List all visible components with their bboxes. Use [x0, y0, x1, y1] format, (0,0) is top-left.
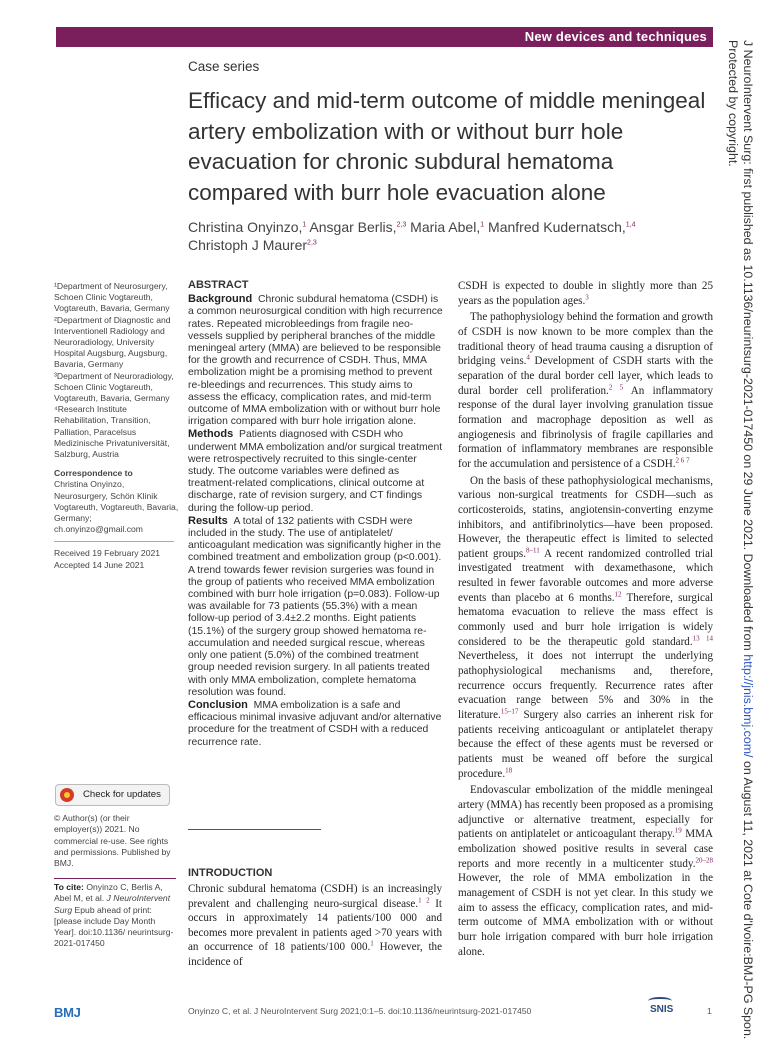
side-note-text	[726, 40, 755, 1039]
article-title: Efficacy and mid-term outcome of middle meningeal artery embolization with or without burr hole evacuation for chronic subdural hematoma compared with burr hole evacuation alone	[188, 86, 713, 208]
crossmark-icon	[60, 788, 74, 802]
bmj-logo: BMJ	[54, 1005, 81, 1020]
abstract-methods	[188, 428, 445, 514]
side-note	[735, 40, 768, 980]
body-text: Endovascular embolization of the middle meningeal artery (MMA) has recently been proposed as a promising adjunctive or alternative treatment, especially for patients on antiplatelet or anticoagulant therapy.	[458, 784, 713, 840]
citation-ref[interactable]: 2 6 7	[676, 456, 690, 464]
abstract-heading: ABSTRACT	[188, 279, 445, 291]
correspondence-heading: Correspondence to	[54, 468, 179, 479]
results-label: Results	[188, 515, 228, 527]
cite-details: Epub ahead of print: [please include Day Month Year]. doi:10.1136/ neurintsurg-2021-017450	[54, 905, 173, 949]
side-note-part: Protected by copyright.	[727, 40, 741, 167]
author-name: Manfred Kudernatsch,	[484, 219, 626, 235]
citation-ref[interactable]: 2 5	[609, 383, 623, 391]
citation-ref[interactable]: 13 14	[693, 634, 713, 642]
body-paragraph	[458, 474, 713, 782]
citation-ref[interactable]: 12	[615, 590, 622, 598]
body-text: An inflammatory response of the dural layer involving granulation tissue formation and macrophage deposition as well as angiogenesis and fibrinolysis of fragile capillaries and formation of inflammatory membranes are responsible for the accumulation and persistence of a CSDH.	[458, 385, 713, 470]
conclusion-text: MMA embolization is a safe and efficacious minimal invasive adjuvant and/or alternative procedure for the treatment of CSDH with a reduced recurrence rate.	[188, 700, 441, 748]
side-note-part: J NeuroIntervent Surg: first published as 10.1136/neurintsurg-2021-017450 on 29 June 2021. Downloaded from	[741, 40, 755, 654]
author-affiliation: 2,3	[307, 239, 317, 246]
intro-text: However, the incidence of	[188, 941, 442, 968]
affiliation-item: ³Department of Neuroradiology, Schoen Clinic Vogtareuth, Vogtareuth, Bavaria, Germany	[54, 371, 179, 405]
journal-link[interactable]: http://jnis.bmj.com/	[741, 654, 755, 757]
results-text: A total of 132 patients with CSDH were included in the study. The use of antiplatelet/ anticoagulant medication was significantly higher in the combined treatment and embolization group (p<0.001). A trend towards fewer revision surgeries was found in the group of patients who received MMA embolization combined with burr hole irrigation (p=0.083). Follow-up was available for 73 patients (55.3%) with a mean follow-up period of 3.4±2.2 months. Eight patients (15.1%) of the surgery group showed hematoma re-accumulation and needed surgical rescue, whereas only one patient (5.0%) of the combined treatment group needed revision surgery. In all patients treated with only MMA embolization, complete hematoma resolution was found.	[188, 516, 441, 698]
body-text: Nevertheless, it does not interrupt the underlying pathophysiological mechanisms and, therefore, recurrence occurs frequently. Recurrence rates after evacuation range between 5% and 30% in the literature.	[458, 650, 713, 721]
footer-citation: Onyinzo C, et al. J NeuroIntervent Surg 2021;0:1–5. doi:10.1136/neurintsurg-2021-017450	[188, 1006, 531, 1016]
intro-text: It occurs in approximately 14 patients/100 000 and becomes more prevalent in patients aged >70 years with an occurrence of 18 patients/100 000.	[188, 898, 442, 954]
background-label: Background	[188, 293, 252, 305]
abstract	[188, 279, 445, 749]
snis-logo: SNIS	[650, 1004, 673, 1015]
citation-ref[interactable]: 1 2	[418, 896, 430, 904]
cite-label: To cite:	[54, 882, 84, 892]
divider	[54, 541, 174, 542]
intro-text: Chronic subdural hematoma (CSDH) is an increasingly prevalent and challenging neuro-surgical disease.	[188, 883, 442, 910]
conclusion-label: Conclusion	[188, 699, 248, 711]
accepted-date: Accepted 14 June 2021	[54, 560, 179, 571]
abstract-divider	[188, 829, 321, 830]
affiliation-item: ²Department of Diagnostic and Interventionell Radiology and Neuroradiology, University Hospital Augsburg, Augsburg, Bavaria, Germany	[54, 315, 179, 371]
citation-ref[interactable]: 3	[585, 293, 589, 301]
author-name: Christoph J Maurer	[188, 237, 307, 253]
background-text: Chronic subdural hematoma (CSDH) is a common neurosurgical condition with high recurrence rates. Repeated microbleedings from fragile neo-vessels supplied by peripheral branches of the middle meningeal artery (MMA) are believed to be responsible for the growth and recurrence of CSDH. Thus, MMA embolization might be a promising method to prevent re-bleedings and recurrences. This study aims to assess the efficacy, complication rates, and mid-term outcome of MMA embolization with or without burr hole irrigation compared with burr hole irrigation alone.	[188, 294, 443, 427]
check-updates-button[interactable]	[55, 784, 170, 806]
citation-ref[interactable]: 20–28	[696, 856, 714, 864]
cite-journal: J NeuroIntervent Surg	[54, 893, 170, 914]
article-type: Case series	[188, 59, 259, 74]
author-affiliation: 1	[302, 221, 306, 228]
abstract-background	[188, 293, 445, 428]
body-text: On the basis of these pathophysiological mechanisms, various non-surgical treatments for CSDH—such as corticosteroids, statins, angiotensin-converting enzyme inhibitors, and antifibrinolytics—have been proposed. However, the therapeutic effect is limited to selected patient groups.	[458, 475, 713, 560]
author-list	[188, 218, 713, 254]
cite-authors: Onyinzo C, Berlis A, Abel M, et al.	[54, 882, 163, 903]
body-text: However, the role of MMA embolization in the management of CSDH is not yet clear. In this study we aim to assess the efficacy, complication rates, and mid-term outcome of MMA embolization with or without burr hole irrigation compared with burr hole irrigation alone.	[458, 872, 713, 957]
section-band	[56, 27, 713, 47]
citation-ref[interactable]: 19	[675, 827, 682, 835]
author-name: Maria Abel,	[406, 219, 480, 235]
citation-ref[interactable]: 1	[370, 940, 374, 948]
citation-ref[interactable]: 15–17	[501, 707, 519, 715]
author-name: Christina Onyinzo,	[188, 219, 302, 235]
body-paragraph	[458, 279, 713, 308]
affiliation-item: ¹Department of Neurosurgery, Schoen Clinic Vogtareuth, Vogtareuth, Bavaria, Germany	[54, 281, 179, 315]
check-updates-label: Check for updates	[83, 789, 161, 800]
body-text: Surgery also carries an inherent risk for patients receiving anticoagulant or antiplatelet therapy because the effect of these agents must be reversed or patients must be weaned off before the surgical procedure.	[458, 709, 713, 780]
introduction-paragraph	[188, 882, 442, 970]
section-label: New devices and techniques	[525, 29, 707, 44]
body-text: A recent randomized controlled trial investigated treatment with dexamethasone, which resulted in fewer favorable outcomes and more adverse events than placebo at 6 months.	[458, 548, 713, 604]
author-affiliation: 1	[480, 221, 484, 228]
citation-ref[interactable]: 8–11	[526, 546, 540, 554]
introduction-heading: INTRODUCTION	[188, 867, 272, 879]
correspondence-text[interactable]: Christina Onyinzo, Neurosurgery, Schön Klinik Vogtareuth, Vogtareuth, Bavaria, Germany; ch.onyinzo@gmail.com	[54, 479, 179, 535]
citation-ref[interactable]: 18	[505, 766, 512, 774]
body-text: Development of CSDH starts with the separation of the dural border cell layer, which leads to dural border cell proliferation.	[458, 355, 713, 396]
abstract-results	[188, 515, 445, 699]
citation-ref[interactable]: 4	[526, 354, 530, 362]
author-affiliation: 1,4	[626, 221, 636, 228]
body-column	[458, 279, 713, 959]
page-number: 1	[707, 1006, 712, 1016]
cite-box	[54, 878, 176, 950]
author-name: Ansgar Berlis,	[306, 219, 396, 235]
body-text: CSDH is expected to double in slightly more than 25 years as the population ages.	[458, 280, 713, 307]
methods-label: Methods	[188, 428, 233, 440]
author-affiliation: 2,3	[397, 221, 407, 228]
body-paragraph	[458, 310, 713, 471]
affiliation-item: ⁴Research Institute Rehabilitation, Transition, Palliation, Paracelsus Medizinische Privatuniversität, Salzburg, Austria	[54, 404, 179, 460]
body-text: Therefore, surgical hematoma evacuation to relieve the mass effect is commonly used and burr hole irrigation is widely considered to be the therapeutic gold standard.	[458, 592, 713, 648]
received-date: Received 19 February 2021	[54, 548, 179, 559]
abstract-conclusion	[188, 699, 445, 749]
side-note-part: on August 11, 2021 at Cote d'Ivoire:BMJ-PG Spon.	[741, 758, 755, 1039]
body-text: MMA embolization showed positive results in several case reports and more recently in a multicenter study.	[458, 828, 713, 869]
methods-text: Patients diagnosed with CSDH who underwent MMA embolization and/or surgical treatment were retrospectively recruited to this single-center study. The outcome variables were defined as treatment-related complications, clinical outcome at discharge, rate of revision surgery, and CT findings during the follow-up period.	[188, 429, 442, 513]
body-paragraph	[458, 783, 713, 959]
sidebar	[54, 281, 179, 571]
copyright-note: © Author(s) (or their employer(s)) 2021. No commercial re-use. See rights and permissions. Published by BMJ.	[54, 813, 176, 869]
body-text: The pathophysiology behind the formation and growth of CSDH is now known to be more complex than the traditional theory of head trauma causing a disruption of bridging veins.	[458, 311, 713, 367]
